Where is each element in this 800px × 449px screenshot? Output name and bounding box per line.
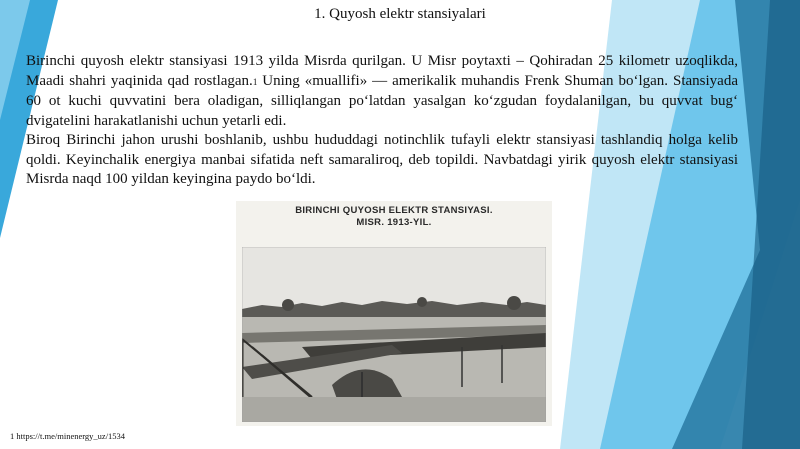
photo-caption-line-1: BIRINCHI QUYOSH ELEKTR STANSIYASI. [295, 205, 493, 216]
body-text [26, 52, 738, 190]
footnote: 1 https://t.me/minenergy_uz/1534 [10, 431, 126, 441]
solar-plant-image [242, 247, 546, 422]
photo-caption [236, 205, 552, 229]
paragraph-2: Biroq Birinchi jahon urushi boshlanib, ushbu hududdagi notinchlik tufayli elektr stansiyasi tashlandiq holga kelib qoldi. Keyinchalik energiya manbai sifatida neft samaraliroq, deb topildi. Navbatdagi yirik quyosh elektr stansiyasi Misrda naqd 100 yildan keyingina paydo bo‘ldi. [26, 132, 738, 187]
paragraph-1-text: Birinchi quyosh elektr stansiyasi 1913 yilda Misrda qurilgan. U Misr poytaxti – Qohiradan 25 kilometr uzoqlikda, Maadi shahri yaqinida qad rostlagan. [26, 53, 738, 89]
footnote-reference: 1 [252, 76, 258, 87]
paragraph-1 [26, 52, 738, 131]
historical-photo [236, 201, 552, 426]
slide-title: 1. Quyosh elektr stansiyalari [314, 6, 486, 22]
photo-caption-line-2: MISR. 1913-YIL. [356, 217, 432, 228]
paragraph-1-text-continued: Uning «muallifi» — amerikalik muhandis Frenk Shuman bo‘lgan. Stansiyada 60 ot kuchi quvvatini bera oladigan, silliqlangan po‘latdan yasalgan ko‘zgudan foydalanilgan, bu quvvat bug‘ dvigatelini harakatlanishi uchun yetarli edi. [26, 72, 738, 129]
